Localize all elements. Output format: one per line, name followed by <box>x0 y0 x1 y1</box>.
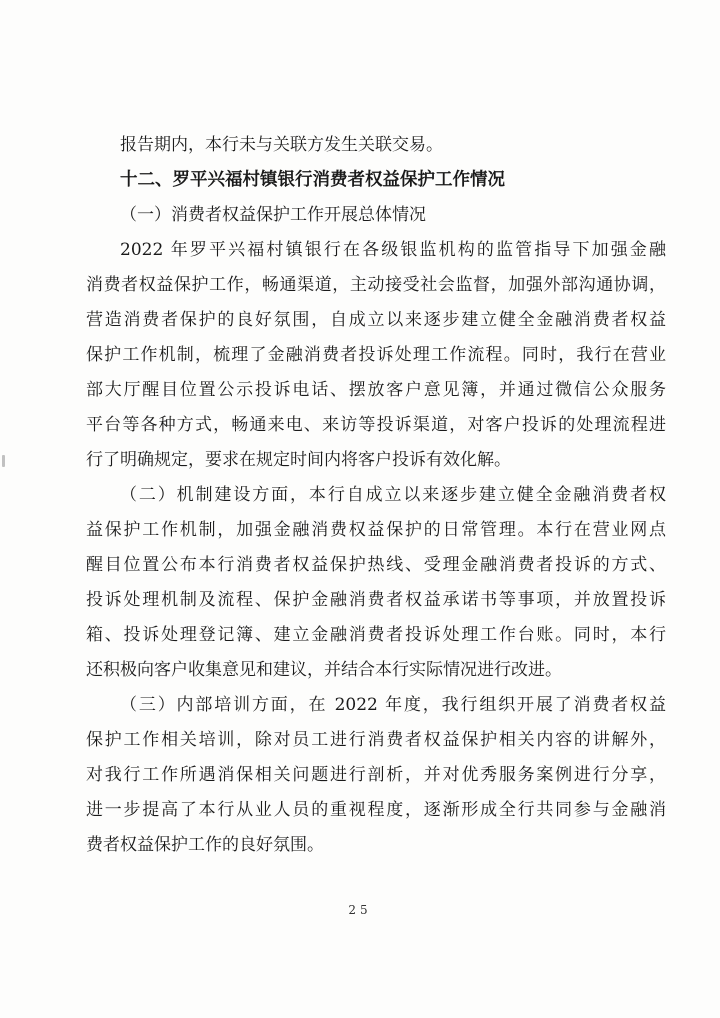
paragraph-training <box>86 688 666 863</box>
paragraph-line: 2022 年罗平兴福村镇银行在各级银监机构的监管指导下加强金融 <box>120 240 666 260</box>
paragraph-line: 还积极向客户收集意见和建议，并结合本行实际情况进行改进。 <box>86 660 562 680</box>
paragraph-line: 营造消费者保护的良好氛围，自成立以来逐步建立健全金融消费者权益 <box>86 310 666 330</box>
paragraph-line: （三）内部培训方面，在 2022 年度，我行组织开展了消费者权益 <box>120 695 666 715</box>
paragraph-line: 醒目位置公布本行消费者权益保护热线、受理金融消费者投诉的方式、 <box>86 555 666 575</box>
scan-edge-mark <box>2 455 5 467</box>
paragraph-line: 投诉处理机制及流程、保护金融消费者权益承诺书等事项，并放置投诉 <box>86 590 666 610</box>
page-number: 25 <box>348 903 372 917</box>
paragraph-overview <box>86 233 666 478</box>
paragraph-line: 保护工作机制，梳理了金融消费者投诉处理工作流程。同时，我行在营业 <box>86 345 666 365</box>
subsection-heading <box>86 198 666 233</box>
paragraph-related-transactions <box>86 128 666 163</box>
paragraph-line: 平台等各种方式，畅通来电、来访等投诉渠道，对客户投诉的处理流程进 <box>86 415 666 435</box>
paragraph-line: 消费者权益保护工作，畅通渠道，主动接受社会监督，加强外部沟通协调， <box>86 275 666 295</box>
section-heading <box>86 163 666 198</box>
paragraph-line: 保护工作相关培训，除对员工进行消费者权益保护相关内容的讲解外， <box>86 730 666 750</box>
paragraph-line: （二）机制建设方面，本行自成立以来逐步建立健全金融消费者权 <box>120 485 666 505</box>
paragraph-line: 进一步提高了本行从业人员的重视程度，逐渐形成全行共同参与金融消 <box>86 800 666 820</box>
paragraph-line: 箱、投诉处理登记簿、建立金融消费者投诉处理工作台账。同时，本行 <box>86 625 666 645</box>
heading-line: 十二、罗平兴福村镇银行消费者权益保护工作情况 <box>120 170 505 190</box>
paragraph-line: 益保护工作机制，加强金融消费权益保护的日常管理。本行在营业网点 <box>86 520 666 540</box>
paragraph-line: 费者权益保护工作的良好氛围。 <box>86 835 324 855</box>
paragraph-line: 部大厅醒目位置公示投诉电话、摆放客户意见簿，并通过微信公众服务 <box>86 380 666 400</box>
paragraph-line: 对我行工作所遇消保相关问题进行剖析，并对优秀服务案例进行分享， <box>86 765 666 785</box>
document-body <box>86 128 666 863</box>
paragraph-mechanism <box>86 478 666 688</box>
subheading-line: （一）消费者权益保护工作开展总体情况 <box>120 205 426 225</box>
paragraph-line: 行了明确规定，要求在规定时间内将客户投诉有效化解。 <box>86 450 511 470</box>
paragraph-line: 报告期内，本行未与关联方发生关联交易。 <box>120 135 443 155</box>
